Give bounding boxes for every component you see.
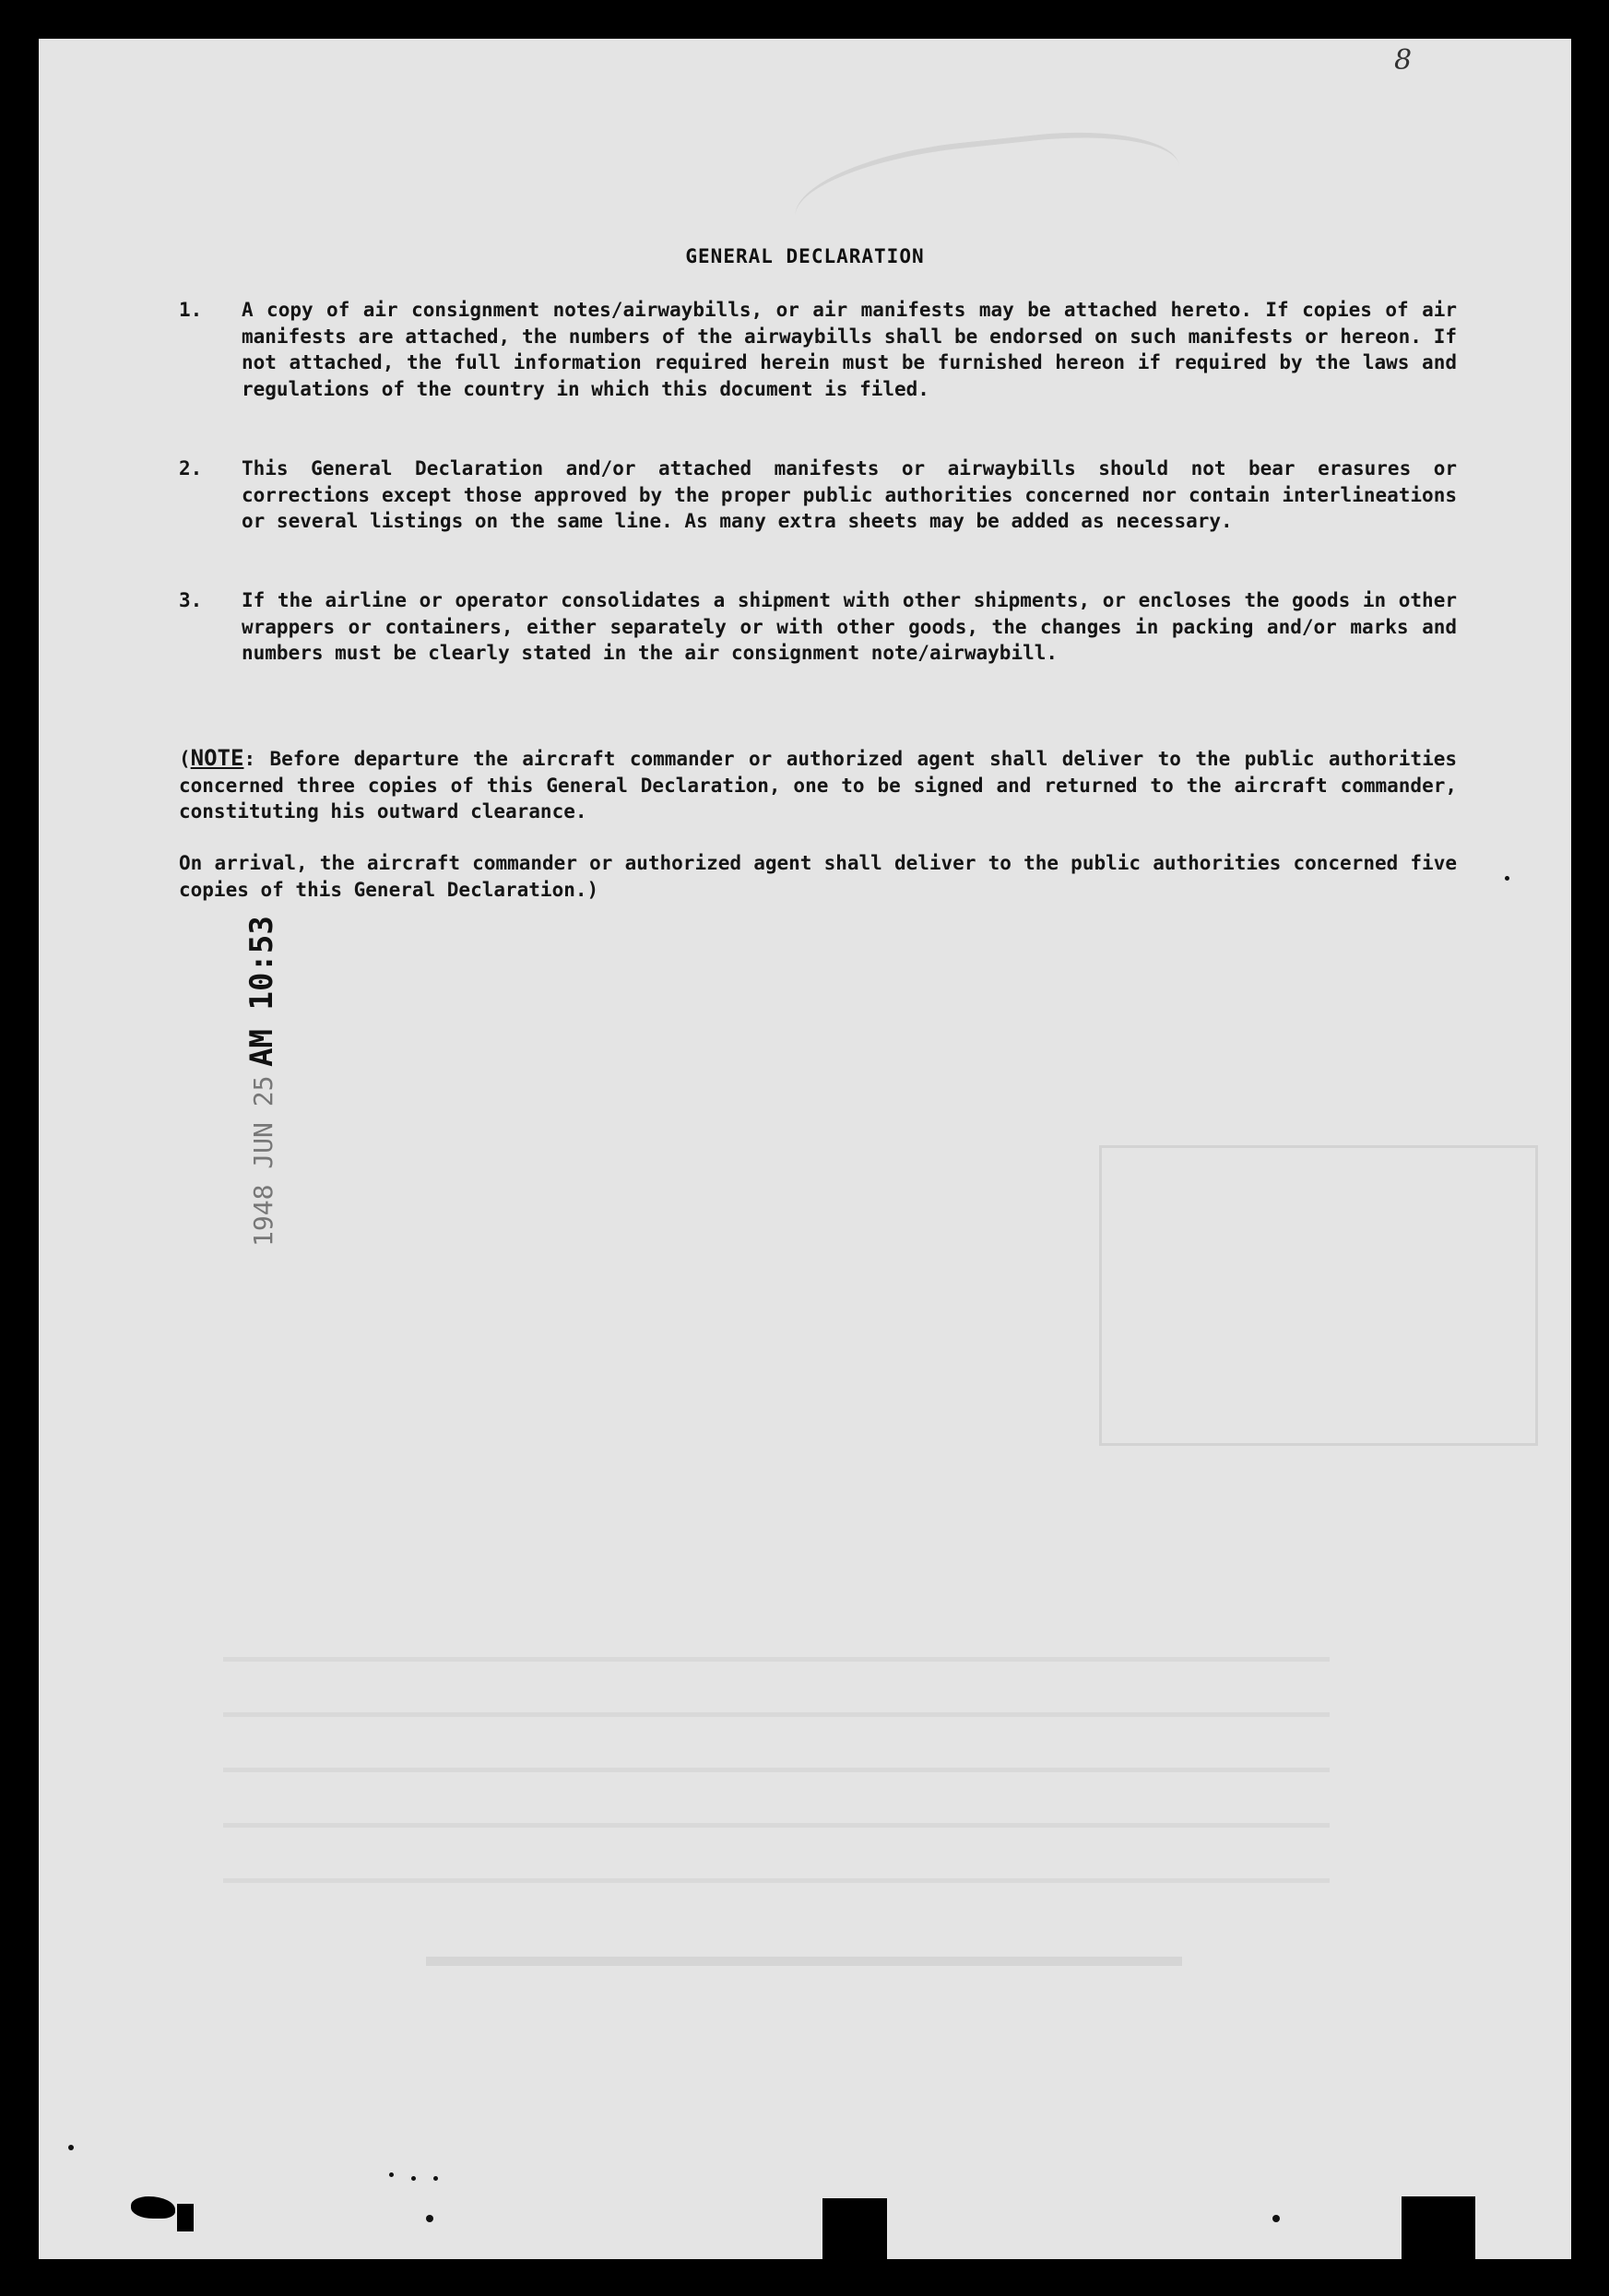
declaration-item-3: [179, 587, 1457, 667]
item-number: 3.: [179, 589, 203, 611]
declaration-item-2: [179, 456, 1457, 535]
stamp-time: AM 10:53: [243, 916, 280, 1067]
scan-speck: [433, 2176, 438, 2181]
scan-blot: [131, 2196, 175, 2219]
item-number: 2.: [179, 457, 203, 479]
note-label: NOTE: [190, 745, 244, 771]
show-through-heading: [426, 1957, 1182, 2030]
date-time-stamp: [243, 896, 299, 1247]
scan-speck: [426, 2215, 433, 2222]
scan-speck: [68, 2145, 74, 2150]
scan-blot: [177, 2204, 194, 2231]
scan-speck: [389, 2172, 394, 2177]
arrival-paragraph: On arrival, the aircraft commander or authorized agent shall deliver to the public authorities concerned five copies of this General Declaration.): [179, 852, 1457, 901]
stamp-date: 1948 JUN 25: [248, 1075, 278, 1247]
show-through-lines: [223, 1606, 1330, 1883]
item-text: If the airline or operator consolidates a shipment with other shipments, or encloses the goods in other wrappers or containers, either separately or with other goods, the changes in packing and/or marks and numbers must be clearly stated in the air consignment note/airwaybill.: [242, 589, 1457, 664]
declaration-item-1: [179, 297, 1457, 402]
scan-blot: [822, 2198, 887, 2259]
scan-speck: [411, 2176, 416, 2181]
note-text: : Before departure the aircraft commander or authorized agent shall deliver to the public authorities concerned three copies of this General Declaration, one to be signed and returned to the aircraft commander, constituting his outward clearance.: [179, 748, 1457, 823]
note-open-paren: (: [179, 748, 191, 770]
document-title: GENERAL DECLARATION: [685, 245, 925, 267]
scan-blot: [1402, 2196, 1475, 2259]
item-number: 1.: [179, 299, 203, 321]
note-paragraph: [179, 745, 1457, 825]
page-number-mark: 8: [1394, 44, 1413, 77]
item-text: This General Declaration and/or attached manifests or airwaybills should not bear erasures or corrections except those approved by the proper public authorities concerned nor contain interlineations or several listings on the same line. As many extra sheets may be added as necessary.: [242, 457, 1457, 532]
scan-speck: [1505, 876, 1509, 881]
show-through-box: [1099, 1145, 1538, 1446]
scan-speck: [1272, 2215, 1280, 2222]
item-text: A copy of air consignment notes/airwaybills, or air manifests may be attached hereto. If copies of air manifests are attached, the numbers of the airwaybills shall be endorsed on such manifests or hereon. If not attached, the full information required herein must be furnished hereon if required by the laws and regulations of the country in which this document is filed.: [242, 299, 1457, 400]
document-page: [39, 39, 1571, 2259]
